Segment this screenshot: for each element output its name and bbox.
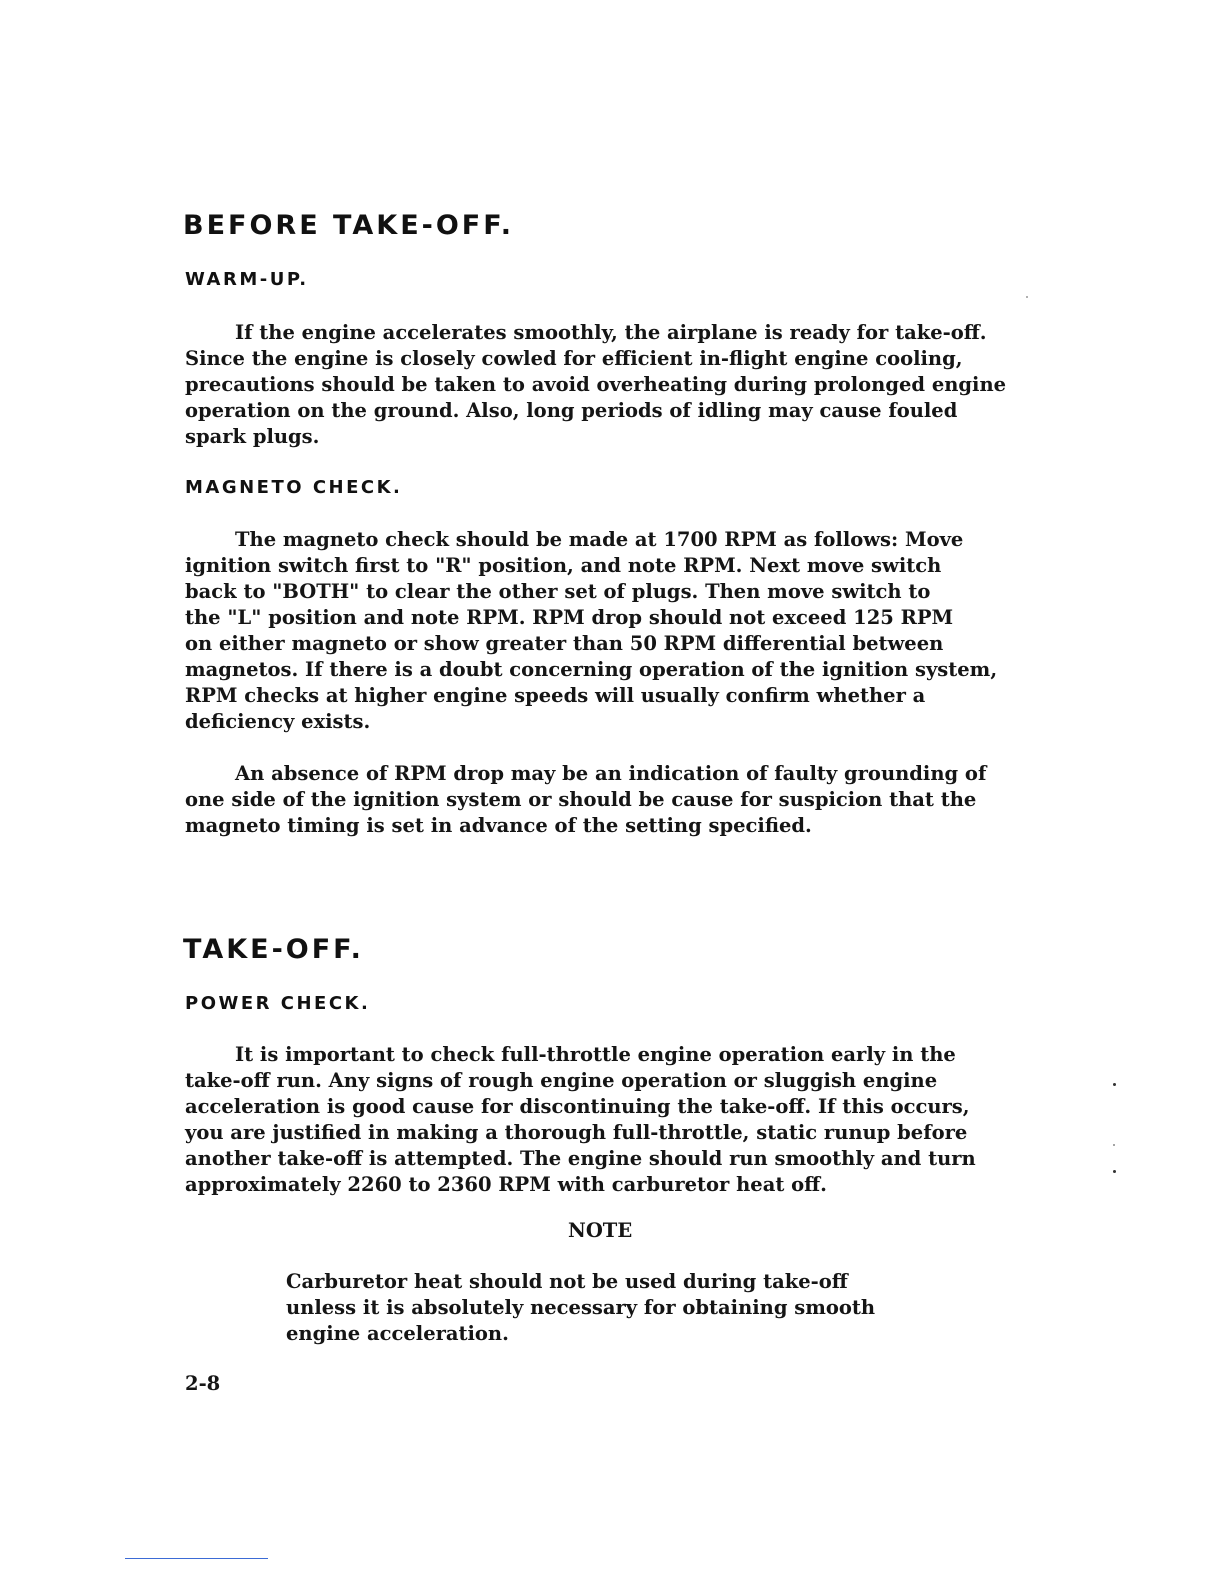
note-body: Carburetor heat should not be used during take-off unless it is absolutely necessary for obtaining smooth engine acceleration. [286, 1270, 876, 1345]
magneto-check-paragraph-1: The magneto check should be made at 1700 RPM as follows: Move ignition switch first to "R" position, and note RPM. Next move switch back to "BOTH" to clear the other set of plugs. Then move switch to the "L" position and note RPM. RPM drop should not exceed 125 RPM on either magneto or show greater than 50 RPM differential between magnetos. If there is a doubt concerning operation of the ignition system, RPM checks at higher engine speeds will usually confirm whether a deficiency exists. [185, 528, 998, 733]
section-heading-before-takeoff: BEFORE TAKE-OFF. [183, 210, 514, 241]
bottom-rule [125, 1558, 268, 1559]
section-heading-takeoff: TAKE-OFF. [183, 934, 364, 965]
subsection-heading-magneto-check: MAGNETO CHECK. [185, 477, 403, 498]
scan-speck [1113, 1083, 1116, 1086]
subsection-heading-power-check: POWER CHECK. [185, 993, 371, 1014]
scan-speck [1113, 1170, 1116, 1173]
note-label: NOTE [568, 1219, 633, 1242]
subsection-heading-warm-up: WARM-UP. [185, 269, 309, 290]
warm-up-paragraph: If the engine accelerates smoothly, the airplane is ready for take-off. Since the engine is closely cowled for efficient in-flight engine cooling, precautions should be taken to avoid overheating during prolonged engine operation on the ground. Also, long periods of idling may cause fouled spark plugs. [185, 321, 1007, 448]
page-number: 2-8 [185, 1372, 221, 1395]
scan-speck [1113, 1144, 1115, 1146]
power-check-paragraph: It is important to check full-throttle engine operation early in the take-off run. Any signs of rough engine operation or sluggish engine acceleration is good cause for discontinuing the take-off. If this occurs, you are justified in making a thorough full-throttle, static runup before another take-off is attempted. The engine should run smoothly and turn approximately 2260 to 2360 RPM with carburetor heat off. [185, 1043, 976, 1196]
scan-speck [1026, 296, 1028, 298]
magneto-check-paragraph-2: An absence of RPM drop may be an indication of faulty grounding of one side of the ignition system or should be cause for suspicion that the magneto timing is set in advance of the setting specified. [185, 762, 987, 837]
